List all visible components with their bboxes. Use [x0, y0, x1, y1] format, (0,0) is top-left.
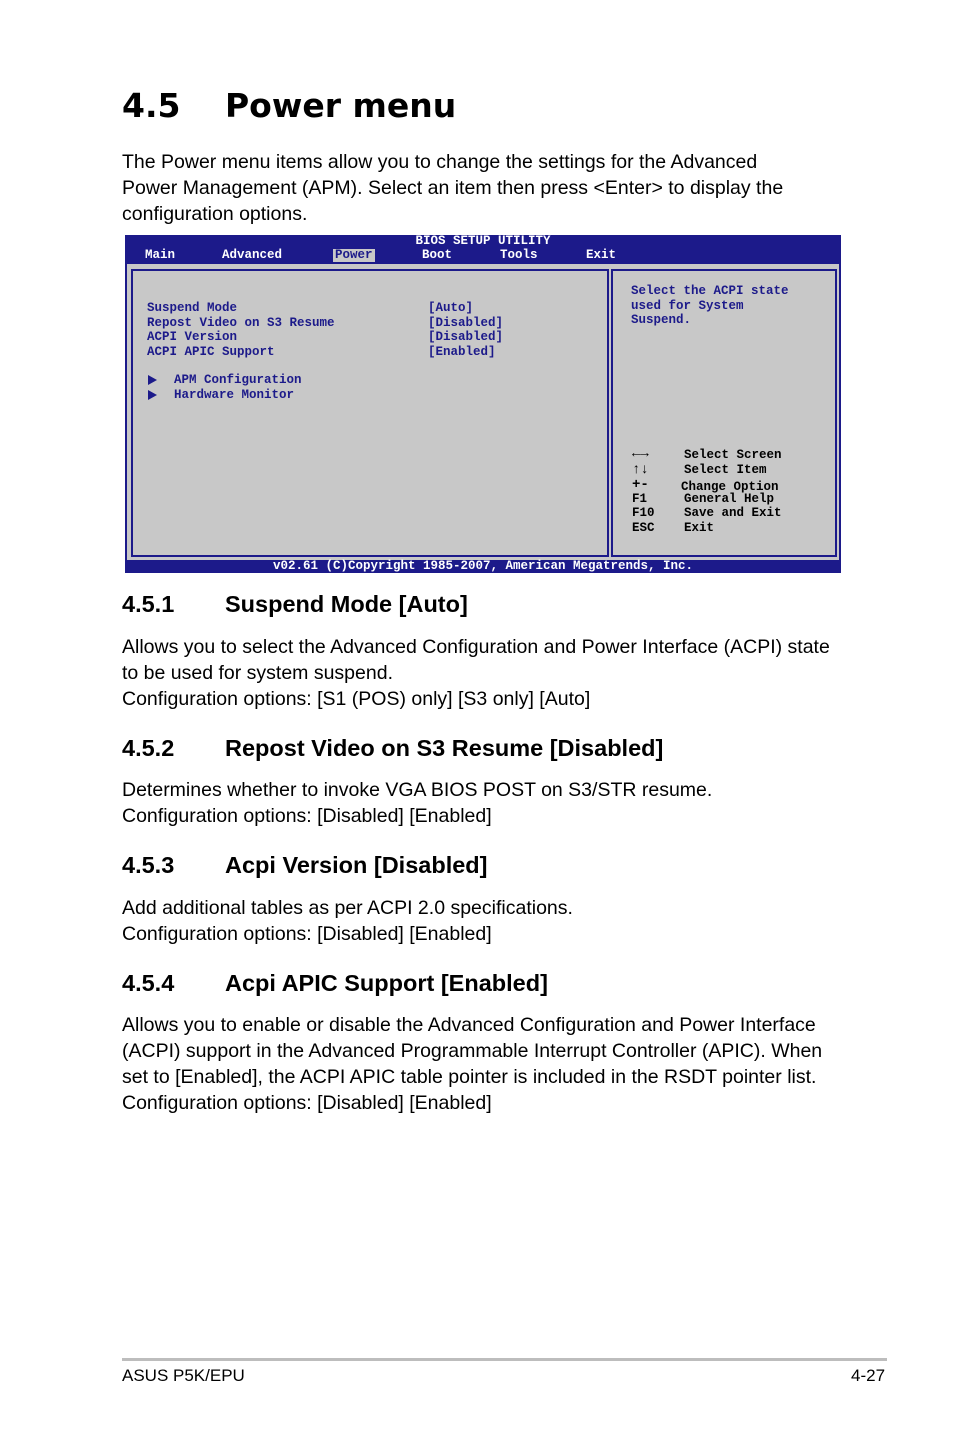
subsection-heading — [122, 735, 663, 762]
subsection-body — [122, 1012, 842, 1116]
body-line: Configuration options: [Disabled] [Enabled] — [122, 805, 492, 827]
bios-value-repost-video[interactable]: [Disabled] — [428, 316, 504, 330]
subsection-body — [122, 895, 842, 947]
bios-tab-main[interactable]: Main — [145, 248, 176, 262]
bios-submenu-hardware-monitor[interactable]: Hardware Monitor — [174, 388, 295, 402]
body-line: Configuration options: [Disabled] [Enabled] — [122, 1092, 492, 1114]
bios-body — [127, 264, 839, 560]
subsection-heading — [122, 970, 548, 997]
bios-menubar — [125, 248, 841, 263]
subsection-heading — [122, 591, 468, 618]
esc-key: ESC — [632, 521, 655, 535]
subsection-title: Repost Video on S3 Resume [Disabled] — [225, 735, 664, 761]
bios-value-acpi-version[interactable]: [Disabled] — [428, 330, 504, 344]
intro-line: configuration options. — [122, 203, 308, 225]
subsection-heading — [122, 852, 487, 879]
help-text-line: Select the ACPI state — [631, 284, 789, 298]
bios-help-panel — [611, 269, 837, 557]
intro-line: The Power menu items allow you to change the settings for the Advanced — [122, 151, 758, 173]
intro-paragraph — [122, 149, 842, 227]
section-number: 4.5 — [122, 86, 181, 125]
bios-item-repost-video[interactable]: Repost Video on S3 Resume — [147, 316, 335, 330]
body-line: Configuration options: [Disabled] [Enabled] — [122, 923, 492, 945]
footer-rule — [122, 1358, 887, 1361]
bios-tab-power[interactable]: Power — [335, 248, 373, 262]
subsection-title: Acpi Version [Disabled] — [225, 852, 488, 878]
page-title — [122, 86, 456, 125]
help-text-line: used for System — [631, 299, 744, 313]
bios-footer: v02.61 (C)Copyright 1985-2007, American Megatrends, Inc. — [272, 559, 694, 573]
f1-key: F1 — [632, 492, 648, 506]
bios-submenu-apm[interactable]: APM Configuration — [174, 373, 302, 387]
key-action-change-option: Change Option — [681, 480, 779, 494]
bios-item-acpi-version[interactable]: ACPI Version — [147, 330, 238, 344]
key-action-exit: Exit — [684, 521, 715, 535]
body-line: (ACPI) support in the Advanced Programmable Interrupt Controller (APIC). When — [122, 1040, 823, 1062]
footer-page-number: 4-27 — [851, 1366, 886, 1385]
subsection-number: 4.5.1 — [122, 591, 175, 617]
bios-screen — [125, 235, 841, 573]
submenu-arrow-icon — [148, 375, 157, 387]
section-title: Power menu — [225, 86, 457, 125]
bios-value-acpi-apic[interactable]: [Enabled] — [428, 345, 496, 359]
bios-item-acpi-apic[interactable]: ACPI APIC Support — [147, 345, 275, 359]
bios-title: BIOS SETUP UTILITY — [415, 234, 551, 248]
subsection-title: Suspend Mode [Auto] — [225, 591, 468, 617]
body-line: Configuration options: [S1 (POS) only] [S3 only] [Auto] — [122, 688, 591, 710]
left-right-arrows-icon: ←→ — [632, 446, 649, 462]
subsection-body — [122, 634, 842, 712]
bios-tab-exit[interactable]: Exit — [586, 248, 617, 262]
help-text-line: Suspend. — [631, 313, 692, 327]
plus-minus-key: +- — [632, 477, 649, 493]
body-line: set to [Enabled], the ACPI APIC table pointer is included in the RSDT pointer list. — [122, 1066, 817, 1088]
body-line: Allows you to select the Advanced Configuration and Power Interface (ACPI) state — [122, 636, 830, 658]
subsection-body — [122, 777, 842, 829]
bios-value-suspend-mode[interactable]: [Auto] — [428, 301, 474, 315]
intro-line: Power Management (APM). Select an item then press <Enter> to display the — [122, 177, 784, 199]
subsection-number: 4.5.4 — [122, 970, 175, 996]
body-line: Add additional tables as per ACPI 2.0 specifications. — [122, 897, 573, 919]
bios-settings-panel — [131, 269, 609, 557]
key-action-save-exit: Save and Exit — [684, 506, 782, 520]
up-down-arrows-icon: ↑↓ — [632, 462, 649, 478]
footer-product: ASUS P5K/EPU — [122, 1366, 245, 1385]
key-action-select-item: Select Item — [684, 463, 767, 477]
subsection-title: Acpi APIC Support [Enabled] — [225, 970, 548, 996]
subsection-number: 4.5.2 — [122, 735, 175, 761]
key-action-general-help: General Help — [684, 492, 775, 506]
body-line: Determines whether to invoke VGA BIOS POST on S3/STR resume. — [122, 779, 713, 801]
bios-item-suspend-mode[interactable]: Suspend Mode — [147, 301, 238, 315]
bios-tab-tools[interactable]: Tools — [500, 248, 538, 262]
key-action-select-screen: Select Screen — [684, 448, 782, 462]
f10-key: F10 — [632, 506, 655, 520]
subsection-number: 4.5.3 — [122, 852, 175, 878]
body-line: to be used for system suspend. — [122, 662, 393, 684]
bios-tab-boot[interactable]: Boot — [422, 248, 453, 262]
bios-tab-advanced[interactable]: Advanced — [222, 248, 283, 262]
body-line: Allows you to enable or disable the Advanced Configuration and Power Interface — [122, 1014, 816, 1036]
submenu-arrow-icon — [148, 390, 157, 402]
